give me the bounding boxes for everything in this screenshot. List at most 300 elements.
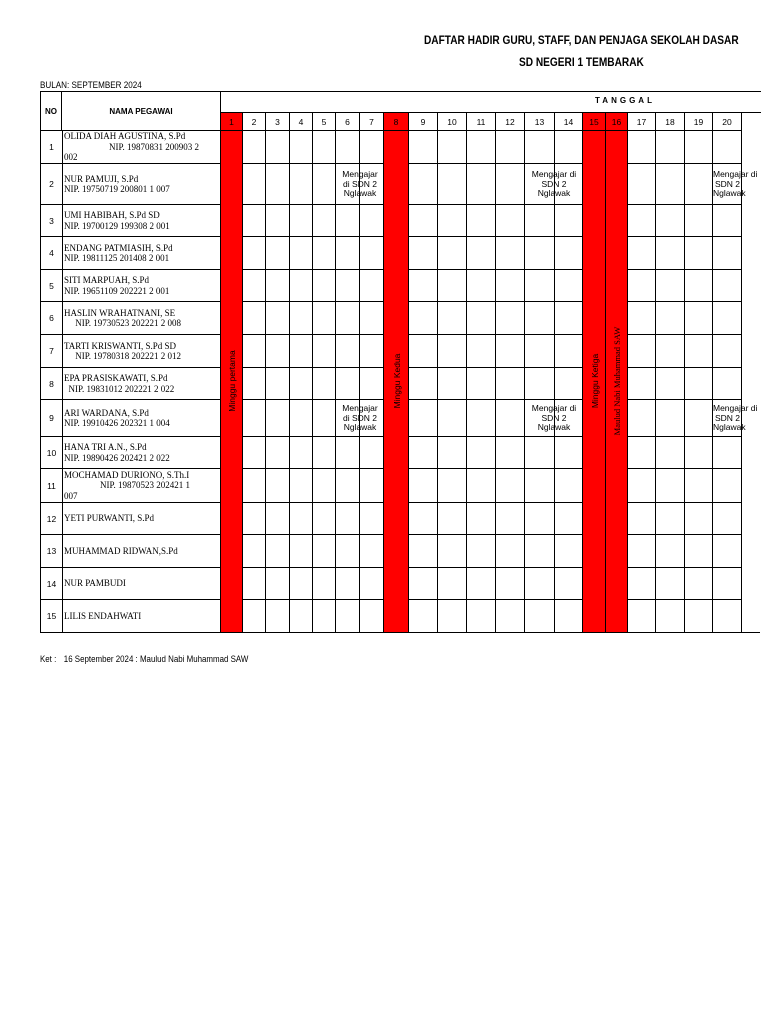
attendance-cell[interactable] <box>525 503 555 535</box>
attendance-cell[interactable] <box>496 568 525 600</box>
vertical-label-8: Minggu Kedua <box>391 353 402 409</box>
attendance-cell[interactable] <box>496 600 525 633</box>
attendance-cell[interactable] <box>243 131 266 164</box>
attendance-cell[interactable] <box>713 368 742 400</box>
attendance-cell[interactable] <box>409 237 438 270</box>
attendance-cell[interactable] <box>555 568 583 600</box>
attendance-cell[interactable] <box>525 568 555 600</box>
attendance-cell[interactable] <box>243 237 266 270</box>
attendance-cell[interactable] <box>266 568 290 600</box>
attendance-cell[interactable] <box>685 437 713 469</box>
attendance-cell[interactable] <box>360 335 384 368</box>
date-header-20: 20 <box>713 113 742 131</box>
attendance-cell[interactable] <box>290 568 313 600</box>
attendance-cell[interactable] <box>336 600 360 633</box>
attendance-cell[interactable] <box>555 469 583 503</box>
attendance-cell[interactable] <box>290 368 313 400</box>
attendance-cell[interactable] <box>313 164 336 205</box>
vertical-label-15: Minggu Ketiga <box>589 353 600 409</box>
employee-nip: NIP. 19811125 201408 2 001 <box>64 253 170 263</box>
attendance-cell[interactable] <box>496 270 525 302</box>
date-header-6: 6 <box>336 113 360 131</box>
attendance-cell[interactable] <box>496 131 525 164</box>
row-number: 11 <box>40 469 62 503</box>
employee-name: OLIDA DIAH AGUSTINA, S.Pd <box>64 131 186 142</box>
attendance-cell[interactable] <box>336 335 360 368</box>
attendance-cell[interactable] <box>243 469 266 503</box>
attendance-cell[interactable] <box>496 164 525 205</box>
attendance-cell[interactable] <box>467 302 496 335</box>
attendance-cell[interactable] <box>360 270 384 302</box>
date-header-2: 2 <box>243 113 266 131</box>
attendance-cell[interactable] <box>628 205 656 237</box>
row-number: 13 <box>40 535 62 568</box>
attendance-cell[interactable] <box>467 437 496 469</box>
date-header-19: 19 <box>685 113 713 131</box>
attendance-cell[interactable] <box>313 302 336 335</box>
attendance-cell[interactable] <box>496 205 525 237</box>
attendance-cell[interactable] <box>360 302 384 335</box>
attendance-cell[interactable] <box>360 368 384 400</box>
attendance-cell[interactable] <box>628 270 656 302</box>
attendance-cell[interactable] <box>467 568 496 600</box>
attendance-cell[interactable] <box>409 568 438 600</box>
teaching-note: Mengajar di SDN 2 Nglawak <box>531 403 577 432</box>
attendance-cell[interactable] <box>409 270 438 302</box>
attendance-cell[interactable] <box>409 400 438 437</box>
attendance-cell[interactable] <box>266 205 290 237</box>
attendance-cell[interactable] <box>713 469 742 503</box>
date-header-10: 10 <box>438 113 467 131</box>
employee-cell <box>62 437 221 469</box>
employee-nip: NIP. 19780318 202221 2 012 <box>64 351 182 361</box>
row-number: 5 <box>40 270 62 302</box>
attendance-cell[interactable] <box>628 469 656 503</box>
ket-text: 16 September 2024 : Maulud Nabi Muhammad SAW <box>63 654 249 664</box>
date-header-8: 8 <box>384 113 409 131</box>
attendance-cell[interactable] <box>360 469 384 503</box>
attendance-cell[interactable] <box>438 503 467 535</box>
attendance-cell[interactable] <box>467 205 496 237</box>
attendance-cell[interactable] <box>336 131 360 164</box>
attendance-cell[interactable] <box>360 437 384 469</box>
attendance-cell[interactable] <box>628 503 656 535</box>
attendance-cell[interactable] <box>266 503 290 535</box>
attendance-cell[interactable] <box>467 131 496 164</box>
row-number: 7 <box>40 335 62 368</box>
attendance-cell[interactable] <box>656 400 685 437</box>
attendance-cell[interactable] <box>628 368 656 400</box>
attendance-cell[interactable] <box>266 270 290 302</box>
row-number: 15 <box>40 600 62 633</box>
attendance-cell[interactable] <box>266 237 290 270</box>
attendance-cell[interactable] <box>685 535 713 568</box>
attendance-cell[interactable] <box>525 335 555 368</box>
attendance-cell[interactable] <box>496 368 525 400</box>
attendance-cell[interactable] <box>360 237 384 270</box>
employee-cell <box>62 400 221 437</box>
attendance-cell[interactable] <box>360 503 384 535</box>
attendance-cell[interactable] <box>438 302 467 335</box>
header-tanggal <box>221 91 761 113</box>
attendance-cell[interactable] <box>336 368 360 400</box>
attendance-cell[interactable] <box>360 568 384 600</box>
attendance-cell[interactable] <box>243 368 266 400</box>
employee-cell <box>62 302 221 335</box>
attendance-cell[interactable] <box>438 535 467 568</box>
attendance-cell[interactable] <box>685 400 713 437</box>
attendance-cell[interactable] <box>313 503 336 535</box>
attendance-cell[interactable] <box>266 164 290 205</box>
attendance-cell[interactable] <box>360 131 384 164</box>
attendance-cell[interactable] <box>525 368 555 400</box>
attendance-cell[interactable] <box>685 164 713 205</box>
attendance-cell[interactable] <box>525 302 555 335</box>
attendance-cell[interactable] <box>313 535 336 568</box>
attendance-cell[interactable] <box>525 131 555 164</box>
attendance-cell[interactable] <box>713 302 742 335</box>
attendance-cell[interactable] <box>685 335 713 368</box>
attendance-cell[interactable] <box>409 437 438 469</box>
attendance-cell[interactable] <box>336 205 360 237</box>
row-number: 1 <box>40 131 62 164</box>
attendance-cell[interactable] <box>496 469 525 503</box>
date-header-11: 11 <box>467 113 496 131</box>
attendance-cell[interactable] <box>685 270 713 302</box>
row-number: 2 <box>40 164 62 205</box>
attendance-cell[interactable] <box>525 437 555 469</box>
date-header-18: 18 <box>656 113 685 131</box>
attendance-cell[interactable] <box>438 205 467 237</box>
employee-name: MOCHAMAD DURIONO, S.Th.I <box>64 469 190 480</box>
footer-note <box>40 654 254 664</box>
attendance-cell[interactable] <box>243 270 266 302</box>
header-tanggal-label: TANGGAL <box>595 96 655 105</box>
attendance-cell[interactable] <box>628 131 656 164</box>
attendance-cell[interactable] <box>243 164 266 205</box>
attendance-cell[interactable] <box>525 205 555 237</box>
attendance-cell[interactable] <box>438 469 467 503</box>
employee-nip: NIP. 19890426 202421 2 022 <box>64 452 170 463</box>
attendance-cell[interactable] <box>438 568 467 600</box>
attendance-cell[interactable] <box>290 335 313 368</box>
attendance-cell[interactable] <box>525 237 555 270</box>
attendance-cell[interactable] <box>555 600 583 633</box>
attendance-cell[interactable] <box>409 205 438 237</box>
employee-name: ARI WARDANA, S.Pd <box>64 407 149 418</box>
school-name: SD NEGERI 1 TEMBARAK <box>519 57 644 69</box>
attendance-cell[interactable] <box>290 237 313 270</box>
attendance-cell[interactable] <box>313 270 336 302</box>
date-header-12: 12 <box>496 113 525 131</box>
attendance-cell[interactable] <box>555 368 583 400</box>
employee-name: YETI PURWANTI, S.Pd <box>64 513 155 524</box>
attendance-cell[interactable] <box>336 302 360 335</box>
attendance-cell[interactable] <box>243 400 266 437</box>
attendance-cell[interactable] <box>409 368 438 400</box>
attendance-cell[interactable] <box>628 335 656 368</box>
attendance-cell[interactable] <box>438 237 467 270</box>
attendance-cell[interactable] <box>467 368 496 400</box>
attendance-cell[interactable] <box>243 205 266 237</box>
attendance-cell[interactable] <box>628 600 656 633</box>
attendance-cell[interactable] <box>628 568 656 600</box>
attendance-cell[interactable] <box>266 131 290 164</box>
attendance-cell[interactable] <box>555 335 583 368</box>
employee-nip: NIP. 19651109 202221 2 001 <box>64 285 170 296</box>
attendance-cell[interactable] <box>656 535 685 568</box>
employee-nip: NIP. 19870831 200903 2 002 <box>64 141 200 163</box>
attendance-cell[interactable] <box>525 270 555 302</box>
attendance-cell[interactable] <box>656 503 685 535</box>
attendance-cell[interactable] <box>685 131 713 164</box>
attendance-cell[interactable] <box>713 535 742 568</box>
attendance-cell[interactable] <box>313 368 336 400</box>
attendance-table <box>40 91 758 636</box>
date-header-7: 7 <box>360 113 384 131</box>
employee-name: TARTI KRISWANTI, S.Pd SD <box>64 340 176 351</box>
attendance-cell[interactable] <box>496 335 525 368</box>
attendance-cell[interactable] <box>243 437 266 469</box>
date-header-14: 14 <box>555 113 583 131</box>
attendance-cell[interactable] <box>243 302 266 335</box>
attendance-cell[interactable] <box>685 368 713 400</box>
attendance-cell[interactable] <box>266 600 290 633</box>
attendance-cell[interactable] <box>313 205 336 237</box>
attendance-cell[interactable] <box>656 131 685 164</box>
attendance-cell[interactable] <box>496 302 525 335</box>
employee-cell <box>62 205 221 237</box>
attendance-cell[interactable] <box>555 205 583 237</box>
attendance-cell[interactable] <box>266 437 290 469</box>
attendance-cell[interactable] <box>555 535 583 568</box>
attendance-cell[interactable] <box>336 437 360 469</box>
attendance-cell[interactable] <box>555 503 583 535</box>
attendance-cell[interactable] <box>313 400 336 437</box>
employee-name: MUHAMMAD RIDWAN,S.Pd <box>64 545 178 556</box>
row-number: 14 <box>40 568 62 600</box>
attendance-cell[interactable] <box>467 600 496 633</box>
attendance-cell[interactable] <box>409 335 438 368</box>
attendance-cell[interactable] <box>713 600 742 633</box>
attendance-cell[interactable] <box>713 237 742 270</box>
attendance-cell[interactable] <box>290 205 313 237</box>
attendance-cell[interactable] <box>336 469 360 503</box>
date-header-13: 13 <box>525 113 555 131</box>
attendance-cell[interactable] <box>266 302 290 335</box>
employee-name: ENDANG PATMIASIH, S.Pd <box>64 242 173 253</box>
attendance-cell[interactable] <box>713 568 742 600</box>
attendance-cell[interactable] <box>409 164 438 205</box>
attendance-cell[interactable] <box>438 437 467 469</box>
header-no: NO <box>40 91 62 131</box>
attendance-cell[interactable] <box>713 270 742 302</box>
attendance-cell[interactable] <box>685 503 713 535</box>
attendance-cell[interactable] <box>467 469 496 503</box>
date-header-5: 5 <box>313 113 336 131</box>
attendance-cell[interactable] <box>713 503 742 535</box>
attendance-cell[interactable] <box>555 131 583 164</box>
date-header-15: 15 <box>583 113 606 131</box>
attendance-cell[interactable] <box>656 437 685 469</box>
attendance-cell[interactable] <box>290 164 313 205</box>
attendance-cell[interactable] <box>685 237 713 270</box>
attendance-cell[interactable] <box>243 568 266 600</box>
attendance-cell[interactable] <box>656 335 685 368</box>
attendance-cell[interactable] <box>336 503 360 535</box>
column-divider <box>408 131 409 633</box>
vertical-label-16: Maulud Nabi Muhammad SAW <box>612 326 622 436</box>
attendance-cell[interactable] <box>496 237 525 270</box>
attendance-cell[interactable] <box>336 237 360 270</box>
attendance-cell[interactable] <box>467 503 496 535</box>
attendance-cell[interactable] <box>313 335 336 368</box>
employee-nip: NIP. 19750719 200801 1 007 <box>64 184 170 194</box>
attendance-cell[interactable] <box>313 469 336 503</box>
attendance-cell[interactable] <box>525 469 555 503</box>
attendance-cell[interactable] <box>266 535 290 568</box>
attendance-cell[interactable] <box>467 535 496 568</box>
attendance-cell[interactable] <box>266 469 290 503</box>
attendance-cell[interactable] <box>656 270 685 302</box>
attendance-cell[interactable] <box>336 270 360 302</box>
employee-cell <box>62 164 221 205</box>
employee-name: NUR PAMUJI, S.Pd <box>64 173 139 184</box>
employee-nip: NIP. 19831012 202221 2 022 <box>64 383 175 394</box>
attendance-cell[interactable] <box>313 131 336 164</box>
attendance-cell[interactable] <box>628 535 656 568</box>
attendance-cell[interactable] <box>555 270 583 302</box>
attendance-cell[interactable] <box>467 400 496 437</box>
employee-name: HANA TRI A.N., S.Pd <box>64 442 147 452</box>
attendance-cell[interactable] <box>409 469 438 503</box>
date-header-9: 9 <box>409 113 438 131</box>
teaching-note: Mengajar di SDN 2 Nglawak <box>713 403 758 432</box>
attendance-cell[interactable] <box>409 302 438 335</box>
attendance-cell[interactable] <box>438 335 467 368</box>
attendance-cell[interactable] <box>656 600 685 633</box>
attendance-cell[interactable] <box>656 164 685 205</box>
attendance-cell[interactable] <box>313 437 336 469</box>
date-header-1: 1 <box>221 113 243 131</box>
attendance-cell[interactable] <box>713 131 742 164</box>
attendance-cell[interactable] <box>290 503 313 535</box>
attendance-cell[interactable] <box>496 535 525 568</box>
employee-cell <box>62 237 221 270</box>
attendance-cell[interactable] <box>496 400 525 437</box>
employee-nip: NIP. 19730523 202221 2 008 <box>64 318 182 328</box>
attendance-cell[interactable] <box>266 368 290 400</box>
attendance-cell[interactable] <box>656 205 685 237</box>
employee-nip: NIP. 19910426 202321 1 004 <box>64 418 170 428</box>
employee-cell <box>62 600 221 633</box>
attendance-cell[interactable] <box>656 302 685 335</box>
attendance-cell[interactable] <box>525 535 555 568</box>
attendance-cell[interactable] <box>685 568 713 600</box>
attendance-cell[interactable] <box>656 469 685 503</box>
attendance-cell[interactable] <box>336 568 360 600</box>
attendance-cell[interactable] <box>685 600 713 633</box>
attendance-cell[interactable] <box>290 302 313 335</box>
attendance-cell[interactable] <box>685 469 713 503</box>
attendance-cell[interactable] <box>496 503 525 535</box>
attendance-cell[interactable] <box>438 368 467 400</box>
attendance-cell[interactable] <box>360 205 384 237</box>
attendance-cell[interactable] <box>628 437 656 469</box>
attendance-cell[interactable] <box>555 302 583 335</box>
attendance-cell[interactable] <box>313 568 336 600</box>
attendance-cell[interactable] <box>467 335 496 368</box>
attendance-cell[interactable] <box>290 437 313 469</box>
attendance-cell[interactable] <box>409 535 438 568</box>
attendance-cell[interactable] <box>360 535 384 568</box>
attendance-cell[interactable] <box>467 164 496 205</box>
attendance-cell[interactable] <box>290 400 313 437</box>
attendance-cell[interactable] <box>290 131 313 164</box>
attendance-cell[interactable] <box>438 400 467 437</box>
attendance-cell[interactable] <box>656 568 685 600</box>
attendance-cell[interactable] <box>713 205 742 237</box>
employee-name: EPA PRASISKAWATI, S.Pd <box>64 373 168 383</box>
date-header-3: 3 <box>266 113 290 131</box>
employee-cell <box>62 503 221 535</box>
attendance-cell[interactable] <box>266 400 290 437</box>
attendance-cell[interactable] <box>628 237 656 270</box>
attendance-cell[interactable] <box>313 600 336 633</box>
attendance-cell[interactable] <box>438 131 467 164</box>
row-number: 9 <box>40 400 62 437</box>
attendance-cell[interactable] <box>555 437 583 469</box>
attendance-cell[interactable] <box>438 600 467 633</box>
attendance-cell[interactable] <box>685 302 713 335</box>
attendance-cell[interactable] <box>525 600 555 633</box>
attendance-cell[interactable] <box>656 237 685 270</box>
attendance-cell[interactable] <box>290 270 313 302</box>
attendance-cell[interactable] <box>555 237 583 270</box>
attendance-cell[interactable] <box>266 335 290 368</box>
attendance-cell[interactable] <box>409 503 438 535</box>
employee-cell <box>62 270 221 302</box>
attendance-cell[interactable] <box>496 437 525 469</box>
attendance-cell[interactable] <box>313 237 336 270</box>
attendance-cell[interactable] <box>243 535 266 568</box>
attendance-cell[interactable] <box>290 600 313 633</box>
attendance-cell[interactable] <box>713 335 742 368</box>
attendance-cell[interactable] <box>290 469 313 503</box>
attendance-cell[interactable] <box>243 503 266 535</box>
attendance-cell[interactable] <box>628 302 656 335</box>
attendance-cell[interactable] <box>360 600 384 633</box>
employee-name: SITI MARPUAH, S.Pd <box>64 275 150 285</box>
attendance-cell[interactable] <box>713 437 742 469</box>
attendance-cell[interactable] <box>336 535 360 568</box>
attendance-cell[interactable] <box>628 400 656 437</box>
attendance-cell[interactable] <box>409 600 438 633</box>
attendance-cell[interactable] <box>656 368 685 400</box>
attendance-cell[interactable] <box>438 270 467 302</box>
row-number: 10 <box>40 437 62 469</box>
attendance-cell[interactable] <box>467 270 496 302</box>
attendance-cell[interactable] <box>409 131 438 164</box>
attendance-cell[interactable] <box>290 535 313 568</box>
attendance-cell[interactable] <box>628 164 656 205</box>
attendance-cell[interactable] <box>685 205 713 237</box>
attendance-cell[interactable] <box>467 237 496 270</box>
attendance-cell[interactable] <box>243 600 266 633</box>
attendance-cell[interactable] <box>243 335 266 368</box>
attendance-cell[interactable] <box>438 164 467 205</box>
employee-cell <box>62 335 221 368</box>
